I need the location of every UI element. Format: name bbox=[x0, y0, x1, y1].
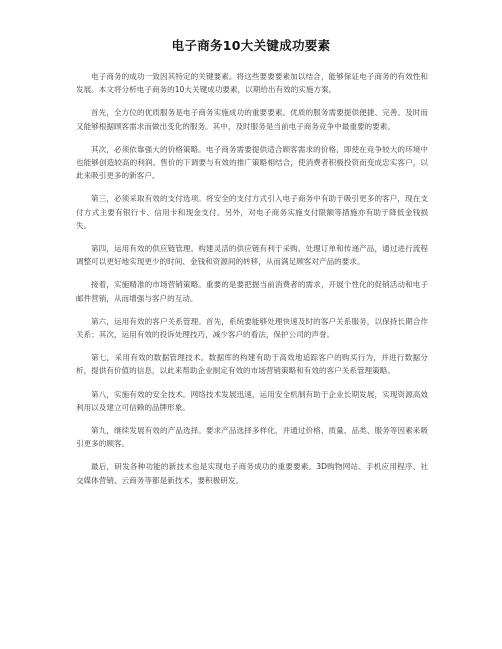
paragraph-eighth: 第八，实施有效的安全技术。网络技术发展迅速，运用安全机制有助于企业长期发展，实现资源高效利用以及建立可信赖的品牌形象。 bbox=[76, 389, 428, 412]
paragraph-seventh: 第七，采用有效的数据管理技术。数据库的构建有助于高效地追踪客户的购买行为，并进行数据分析，提供有价值的信息，以此来帮助企业制定有效的市场营销策略和有效的客户关系管理策略。 bbox=[76, 353, 428, 376]
paragraph-ninth: 第九，继续发展有效的产品选择。要求产品选择多样化，并通过价格、质量、品类、服务等因素来吸引更多的顾客。 bbox=[76, 426, 428, 449]
paragraph-second: 其次，必须依靠强大的价格策略。电子商务需要提供适合顾客需求的价格，即使在竞争较大的环境中也能够创造较高的利润。售价的下调要与有效的推广策略相结合，使消费者积极投资而变成忠实客户，以此来吸引更多的新客户。 bbox=[76, 144, 428, 181]
document-title: 电子商务10大关键成功要素 bbox=[171, 38, 331, 53]
paragraph-fourth: 第四，运用有效的供应链管理。构建灵活的供应链有利于采购、处理订单和传递产品，通过进行流程调整可以更好地实现更少的时间、金钱和资源间的转移，从而满足顾客对产品的要求。 bbox=[76, 244, 428, 267]
paragraph-third: 第三，必须采取有效的支付选项。将安全的支付方式引入电子商务中有助于吸引更多的客户，现在支付方式主要有银行卡、信用卡和现金支付。另外，对电子商务实施支付限额等措施亦有助于降低金钱损失。 bbox=[76, 194, 428, 230]
paragraph-last: 最后，研发各种功能的新技术也是实现电子商务成功的重要要素。3D购物网站、手机应用程序、社交媒体营销、云商务等都是新技术，要积极研发。 bbox=[76, 462, 428, 485]
paragraph-fifth: 接着，实施精准的市场营销策略。重要的是要把握当前消费者的需求，开展个性化的促销活动和电子邮件营销，从而增强与客户的互动。 bbox=[76, 280, 428, 303]
paragraph-sixth: 第六，运用有效的客户关系管理。首先，系统要能够处理快速及时的客户关系服务，以保持长期合作关系；其次，运用有效的投诉处理技巧，减少客户的看法，保护公司的声誉。 bbox=[76, 316, 428, 340]
document-body bbox=[76, 70, 428, 497]
paragraph-intro: 电子商务的成功一致因其特定的关键要素。将这些要要要素加以结合，能够保证电子商务的有效性和发展。本文将分析电子商务的10大关键成功要素，以期给出有效的实施方案。 bbox=[76, 72, 428, 95]
paragraph-first: 首先，全方位的优质服务是电子商务实施成功的重要要素。优质的服务需要提供便捷、完善、及时而又能够根据顾客需求而做出变化的服务。其中，及时服务是当前电子商务竞争中最重要的要素。 bbox=[76, 108, 428, 131]
